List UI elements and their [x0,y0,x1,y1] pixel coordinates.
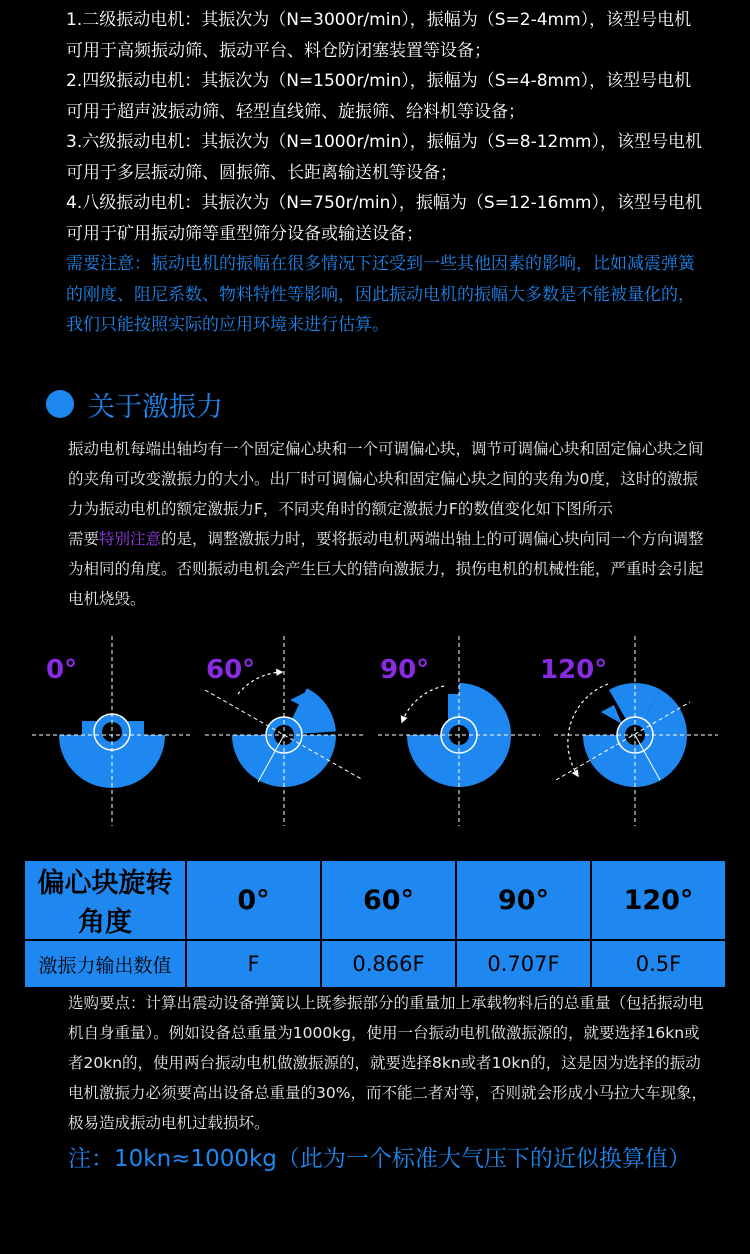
intro-text-a: 需要 [68,530,100,548]
table-cell: 60° [321,860,456,940]
bullet-icon [46,390,74,418]
angle-label-0: 0° [46,655,78,685]
conversion-footnote: 注：10kn≈1000kg（此为一个标准大气压下的近似换算值） [68,1146,691,1172]
attention-note: 需要注意：振动电机的振幅在很多情况下还受到一些其他因素的影响，比如减震弹簧的刚度、阻尼系数、物料特性等影响，因此振动电机的振幅大多数是不能被量化的，我们只能按照实际的应用环境来进行估算。 [66,254,695,335]
table-cell: 90° [456,860,591,940]
intro-text [68,434,708,614]
motor-list [66,5,706,341]
diagram-60-degree [205,636,365,826]
diagram-120-degree [540,636,718,826]
motor-item: 2.四级振动电机：其振次为（N=1500r/min），振幅为（S=4-8mm），该型号电机可用于超声波振动筛、轻型直线筛、旋振筛、给料机等设备； [66,71,692,122]
intro-text-b: 的是，调整激振力时，要将振动电机两端出轴上的可调偏心块向同一个方向调整为相同的角度。否则振动电机会产生巨大的错向激振力，损伤电机的机械性能，严重时会引起电机烧毁。 [68,530,704,608]
eccentric-block-diagram [0,620,750,840]
shaft-hole [102,722,122,742]
table-cell: 120° [591,860,726,940]
intro-paragraph-1: 振动电机每端出轴均有一个固定偏心块和一个可调偏心块，调节可调偏心块和固定偏心块之间的夹角可改变激振力的大小。出厂时可调偏心块和固定偏心块之间的夹角为0度，这时的激振力为振动电机的额定激振力F，不同夹角时的额定激振力F的数值变化如下图所示 [68,440,704,518]
table-cell: F [186,940,321,988]
force-table [23,859,727,989]
row-header-angle: 偏心块旋转角度 [24,860,186,940]
motor-item: 1.二级振动电机：其振次为（N=3000r/min），振幅为（S=2-4mm），该型号电机可用于高频振动筛、振动平台、料仓防闭塞装置等设备； [66,10,692,61]
selection-tips [68,988,708,1138]
selection-paragraph: 选购要点：计算出震动设备弹簧以上既参振部分的重量加上承载物料后的总重量（包括振动电机自身重量）。例如设备总重量为1000kg，使用一台振动电机做激振源的，就要选择16kn或者20kn的，使用两台振动电机做激振源的，就要选择8kn或者10kn的，这是因为选择的振动电机激振力必须要高出设备总重量的30%，而不能二者对等，否则就会形成小马拉大车现象，极易造成振动电机过载损坏。 [68,994,707,1132]
special-attention-highlight: 特别注意 [99,530,162,548]
row-header-force: 激振力输出数值 [24,940,186,988]
table-cell: 0.5F [591,940,726,988]
table-cell: 0° [186,860,321,940]
table-row [24,940,726,988]
table-cell: 0.707F [456,940,591,988]
angle-label-120: 120° [540,655,608,685]
angle-label-60: 60° [206,655,256,685]
intro-paragraph-2 [68,524,708,614]
motor-item: 3.六级振动电机：其振次为（N=1000r/min），振幅为（S=8-12mm），该型号电机可用于多层振动筛、圆振筛、长距离输送机等设备； [66,132,702,183]
table-cell: 0.866F [321,940,456,988]
diagram-0-degree [32,636,192,826]
table-row [24,860,726,940]
motor-item: 4.八级振动电机：其振次为（N=750r/min），振幅为（S=12-16mm），该型号电机可用于矿用振动筛等重型筛分设备或输送设备； [66,193,702,244]
section-title: 关于激振力 [88,391,223,423]
diagram-90-degree [378,636,540,826]
section-heading [46,386,223,422]
angle-label-90: 90° [380,655,430,685]
